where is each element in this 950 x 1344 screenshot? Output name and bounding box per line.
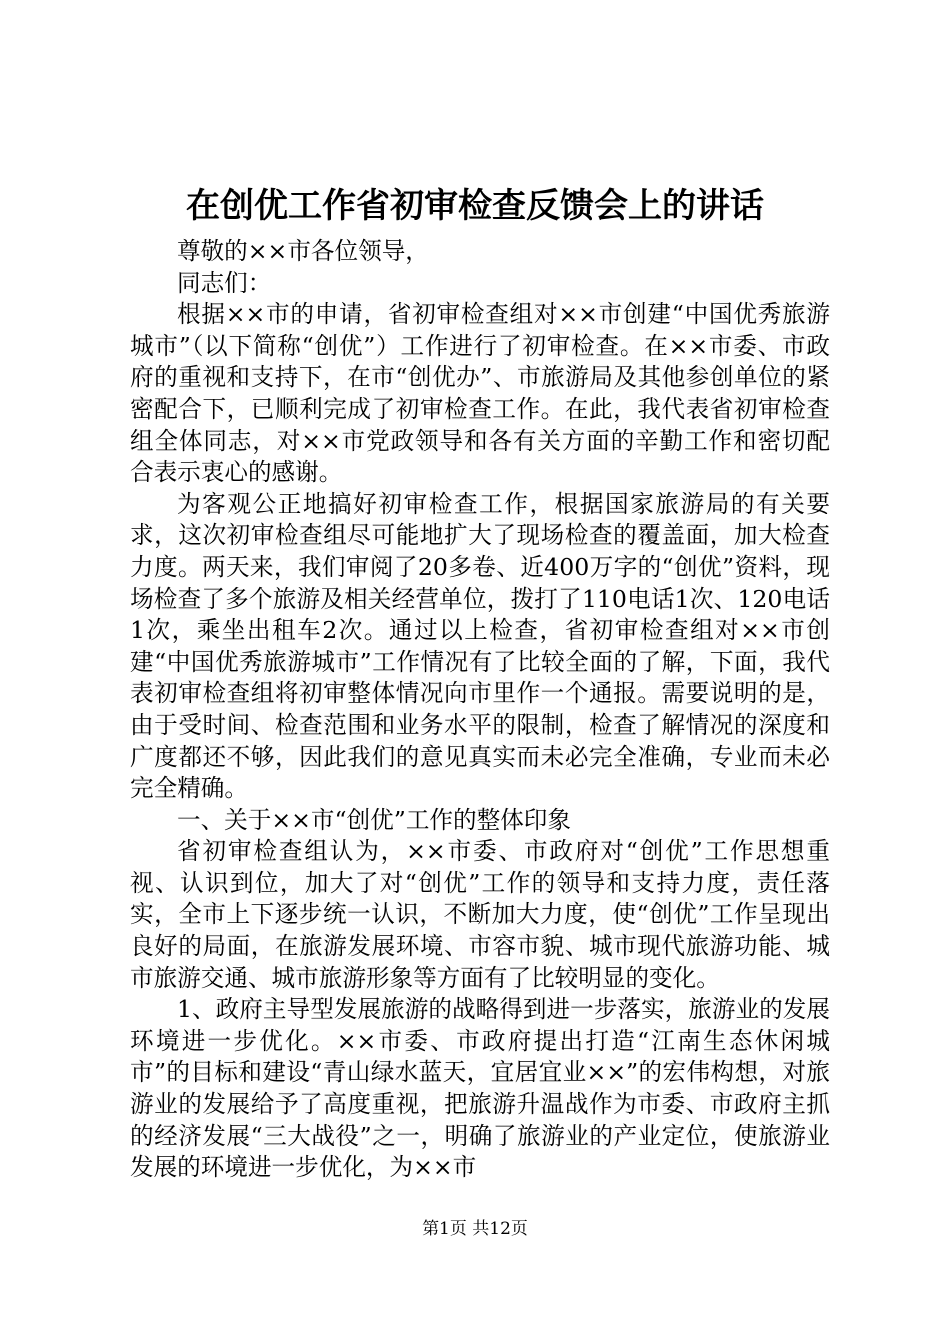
section-heading: 一、关于××市“创优”工作的整体印象	[177, 805, 571, 834]
body-paragraph: 1、政府主导型发展旅游的战略得到进一步落实，旅游业的发展环境进一步优化。××市委、市政府提出打造“江南生态休闲城市”的目标和建设“青山绿水蓝天，宜居宜业××”的宏伟构想，对旅游业的发展给予了高度重视，把旅游升温战作为市委、市政府主抓的经济发展“三大战役”之一，明确了旅游业的产业定位，使旅游业发展的环境进一步优化，为××市	[130, 995, 830, 1182]
body-paragraph: 省初审检查组认为，××市委、市政府对“创优”工作思想重视、认识到位，加大了对“创优”工作的领导和支持力度，责任落实，全市上下逐步统一认识，不断加大力度，使“创优”工作呈现出良好的局面，在旅游发展环境、市容市貌、城市现代旅游功能、城市旅游交通、城市旅游形象等方面有了比较明显的变化。	[130, 837, 830, 992]
body-paragraph: 根据××市的申请，省初审检查组对××市创建“中国优秀旅游城市”（以下简称“创优”）工作进行了初审检查。在××市委、市政府的重视和支持下，在市“创优办”、市旅游局及其他参创单位的紧密配合下，已顺利完成了初审检查工作。在此，我代表省初审检查组全体同志，对××市党政领导和各有关方面的辛勤工作和密切配合表示衷心的感谢。	[130, 300, 830, 487]
page-number-footer: 第1页 共12页	[422, 1219, 528, 1239]
document-body	[130, 236, 830, 1184]
document-title: 在创优工作省初审检查反馈会上的讲话	[186, 186, 764, 226]
body-paragraph: 为客观公正地搞好初审检查工作，根据国家旅游局的有关要求，这次初审检查组尽可能地扩大了现场检查的覆盖面，加大检查力度。两天来，我们审阅了20多卷、近400万字的“创优”资料，现场检查了多个旅游及相关经营单位，拨打了110电话1次、120电话1次，乘坐出租车2次。通过以上检查，省初审检查组对××市创建“中国优秀旅游城市”工作情况有了比较全面的了解，下面，我代表初审检查组将初审整体情况向市里作一个通报。需要说明的是，由于受时间、检查范围和业务水平的限制，检查了解情况的深度和广度都还不够，因此我们的意见真实而未必完全准确，专业而未必完全精确。	[130, 489, 830, 803]
salutation-line: 同志们：	[177, 268, 272, 297]
salutation-line: 尊敬的××市各位领导，	[177, 237, 429, 265]
